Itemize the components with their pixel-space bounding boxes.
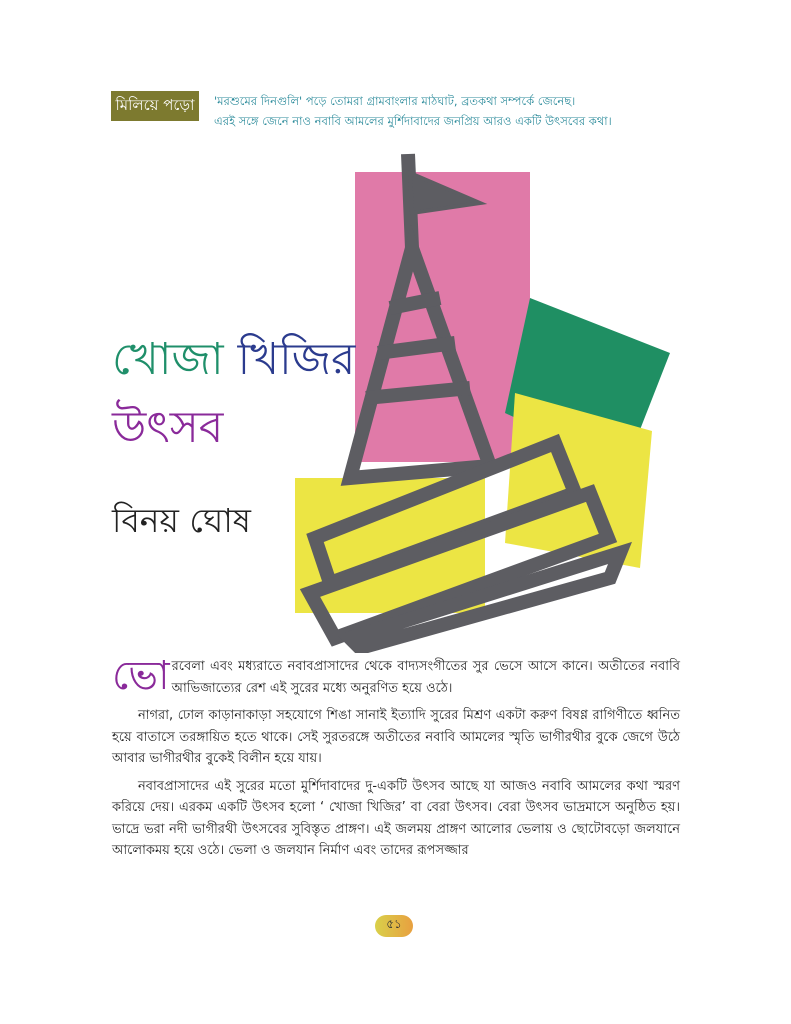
author-name: বিনয় ঘোষ xyxy=(112,501,251,540)
section-badge: মিলিয়ে পড়ো xyxy=(111,91,199,121)
body-text xyxy=(112,653,680,868)
title-word-utsab: উৎসব xyxy=(112,402,224,453)
intro-note xyxy=(214,91,774,131)
paragraph-2: নাগরা, ঢোল কাড়ানাকাড়া সহযোগে শিঙা সানাই ইত্যাদি সুরের মিশ্রণ একটা করুণ বিষণ্ণ রাগিণীতে ধ্বনিত হয়ে বাতাসে তরঙ্গায়িত হতে থাকে। সেই সুরতরঙ্গে অতীতের নবাবি আমলের স্মৃতি ভাগীরথীর বুকে জেগে উঠে আবার ভাগীরথীর বুকেই বিলীন হয়ে যায়। xyxy=(112,708,680,766)
paragraph-1 xyxy=(112,653,680,699)
intro-line-1: 'মরশুমের দিনগুলি' পড়ে তোমরা গ্রামবাংলার মাঠঘাট, ব্রতকথা সম্পর্কে জেনেছ। xyxy=(214,94,576,108)
drop-cap: ভো xyxy=(112,653,170,699)
intro-line-2: এরই সঙ্গে জেনে নাও নবাবি আমলের মুর্শিদাবাদের জনপ্রিয় আরও একটি উৎসবের কথা। xyxy=(214,114,612,128)
chapter-title xyxy=(112,330,355,458)
page-number: ৫১ xyxy=(375,915,413,937)
paragraph-1-text: রবেলা এবং মধ্যরাতে নবাবপ্রাসাদের থেকে বাদ্যসংগীতের সুর ভেসে আসে কানে। অতীতের নবাবি আভিজাত্যের রেশ এই সুরের মধ্যে অনুরণিত হয়ে ওঠে। xyxy=(171,659,680,696)
title-word-khijir: খিজির xyxy=(237,334,356,385)
title-word-khoja: খোজা xyxy=(112,334,224,385)
paragraph-3: নবাবপ্রাসাদের এই সুরের মতো মুর্শিদাবাদের দু-একটি উৎসব আছে যা আজও নবাবি আমলের কথা স্মরণ করিয়ে দেয়। এরকম একটি উৎসব হলো ‘ খোজা খিজির’ বা বেরা উৎসব। বেরা উৎসব ভাদ্রমাসে অনুষ্ঠিত হয়। ভাদ্রে ভরা নদী ভাগীরথী উৎসবের সুবিস্তৃত প্রাঙ্গণ। এই জলময় প্রাঙ্গণ আলোর ভেলায় ও ছোটোবড়ো জলযানে আলোকময় হয়ে ওঠে। ভেলা ও জলযান নির্মাণ এবং তাদের রূপসজ্জার xyxy=(112,778,680,858)
